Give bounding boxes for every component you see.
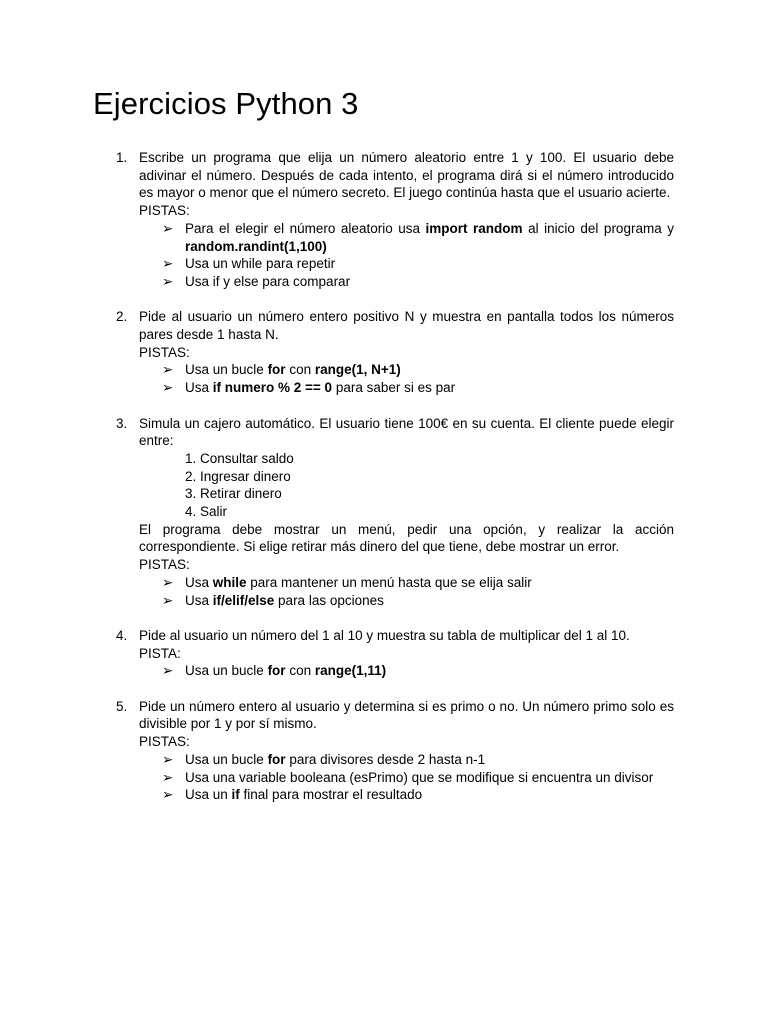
code-term: range(1,11) xyxy=(314,663,387,679)
arrow-bullet-icon: ➢ xyxy=(162,380,174,396)
code-term: random.randint(1,100) xyxy=(185,238,327,254)
hints-label: PISTAS: xyxy=(139,203,190,219)
exercise-number: 2. xyxy=(116,309,128,325)
arrow-bullet-icon: ➢ xyxy=(162,273,174,289)
exercise-number: 3. xyxy=(116,415,128,431)
exercise-text: Simula un cajero automático. El usuario tiene 100€ en su cuenta. El cliente puede elegir entre: xyxy=(139,415,674,449)
hint-item xyxy=(139,751,674,769)
hint-item xyxy=(139,220,674,255)
exercise-body xyxy=(139,308,674,397)
hint-text: con xyxy=(285,362,315,378)
page-title: Ejercicios Python 3 xyxy=(93,86,359,121)
hints-list xyxy=(139,751,674,804)
exercise-body xyxy=(139,698,674,804)
hint-item xyxy=(139,662,674,680)
hint-text: Usa un bucle xyxy=(185,751,268,767)
code-term: for xyxy=(267,362,286,378)
hint-text: con xyxy=(285,663,315,679)
exercise-number: 5. xyxy=(116,698,128,714)
hint-item xyxy=(139,592,674,610)
code-term: range(1, N+1) xyxy=(314,362,401,378)
hints-list xyxy=(139,662,674,680)
exercise-text: Pide un número entero al usuario y determina si es primo o no. Un número primo solo es divisible por 1 y por sí mismo. xyxy=(139,698,674,732)
hint-text: Para el elegir el número aleatorio usa xyxy=(185,220,426,236)
arrow-bullet-icon: ➢ xyxy=(162,362,174,378)
arrow-bullet-icon: ➢ xyxy=(162,663,174,679)
hints-list xyxy=(139,361,674,396)
hints-list xyxy=(139,574,674,609)
exercise-text: Escribe un programa que elija un número aleatorio entre 1 y 100. El usuario debe adivinar el número. Después de cada intento, el programa dirá si el número introducido es mayor o menor que el número secreto. El juego continúa hasta que el usuario acierte. xyxy=(139,150,674,201)
hint-text: Usa if y else para comparar xyxy=(185,273,351,289)
hint-item xyxy=(139,574,674,592)
hint-item xyxy=(139,255,674,273)
hint-item xyxy=(139,361,674,379)
exercise-list xyxy=(0,149,768,822)
code-term: if/elif/else xyxy=(212,592,275,608)
hint-text: para las opciones xyxy=(274,592,384,608)
code-term: for xyxy=(267,751,286,767)
exercise-number: 1. xyxy=(116,150,128,165)
hints-label: PISTAS: xyxy=(139,734,190,750)
code-term: import random xyxy=(425,220,523,236)
hint-item xyxy=(139,769,674,787)
exercise-text: Pide al usuario un número del 1 al 10 y muestra su tabla de multiplicar del 1 al 10. xyxy=(139,627,630,643)
arrow-bullet-icon: ➢ xyxy=(162,787,174,803)
hint-text: final para mostrar el resultado xyxy=(239,787,423,803)
exercise-body xyxy=(139,415,674,610)
arrow-bullet-icon: ➢ xyxy=(162,574,174,590)
exercise-item xyxy=(0,698,768,804)
exercise-text: Pide al usuario un número entero positivo N y muestra en pantalla todos los números pares desde 1 hasta N. xyxy=(139,309,674,343)
code-term: if xyxy=(231,787,240,803)
code-term: while xyxy=(212,574,247,590)
hint-text: Usa una variable booleana (esPrimo) que se modifique si encuentra un divisor xyxy=(185,769,654,785)
hint-item xyxy=(139,379,674,397)
hint-text: Usa xyxy=(185,380,213,396)
hints-list xyxy=(139,220,674,291)
hint-text: al inicio del programa y xyxy=(522,220,674,236)
menu-option: 1. Consultar saldo xyxy=(185,450,294,466)
exercise-item xyxy=(0,415,768,610)
hint-item xyxy=(139,273,674,291)
exercise-item xyxy=(0,308,768,397)
arrow-bullet-icon: ➢ xyxy=(162,220,174,236)
exercise-number: 4. xyxy=(116,627,128,643)
arrow-bullet-icon: ➢ xyxy=(162,592,174,608)
hint-text: Usa un while para repetir xyxy=(185,256,336,272)
menu-options xyxy=(139,450,674,521)
hints-label: PISTA: xyxy=(139,645,181,661)
menu-option: 3. Retirar dinero xyxy=(185,486,282,502)
exercise-body xyxy=(139,627,674,680)
arrow-bullet-icon: ➢ xyxy=(162,769,174,785)
hints-label: PISTAS: xyxy=(139,557,190,573)
hints-label: PISTAS: xyxy=(139,344,190,360)
menu-option: 4. Salir xyxy=(185,504,228,520)
hint-text: Usa un bucle xyxy=(185,663,268,679)
menu-option: 2. Ingresar dinero xyxy=(185,468,291,484)
code-term: for xyxy=(267,663,286,679)
hint-text: Usa un bucle xyxy=(185,362,268,378)
hint-text: para divisores desde 2 hasta n-1 xyxy=(285,751,486,767)
code-term: if numero % 2 == 0 xyxy=(212,380,333,396)
arrow-bullet-icon: ➢ xyxy=(162,751,174,767)
exercise-item xyxy=(0,149,768,291)
hint-text: para saber si es par xyxy=(332,380,456,396)
exercise-item xyxy=(0,627,768,680)
hint-item xyxy=(139,786,674,804)
arrow-bullet-icon: ➢ xyxy=(162,256,174,272)
exercise-body xyxy=(139,149,674,291)
hint-text: para mantener un menú hasta que se elija salir xyxy=(246,574,532,590)
hint-text: Usa xyxy=(185,592,213,608)
hint-text: Usa xyxy=(185,574,213,590)
exercise-text-continued: El programa debe mostrar un menú, pedir una opción, y realizar la acción correspondiente. Si elige retirar más dinero del que tiene, debe mostrar un error. xyxy=(139,521,674,555)
hint-text: Usa un xyxy=(185,787,232,803)
